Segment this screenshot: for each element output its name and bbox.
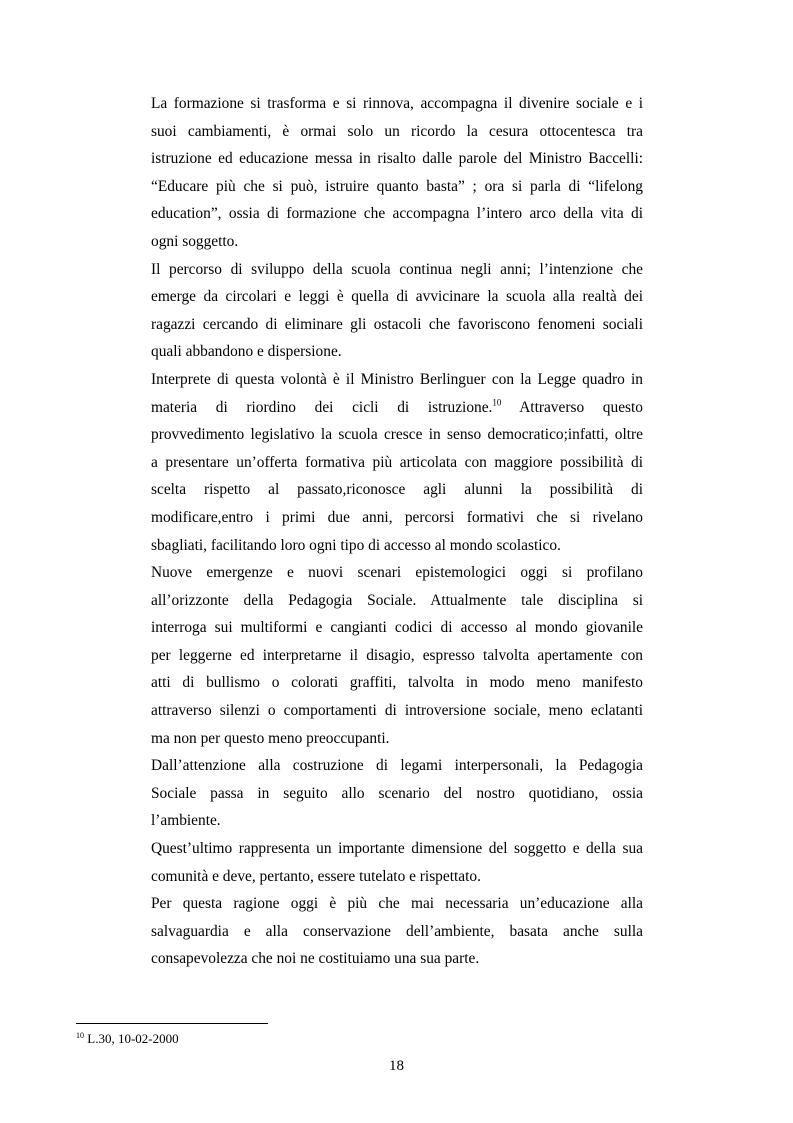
paragraph-7 [151, 890, 643, 973]
text-line: Quest’ultimo rappresenta un importante dimensione del soggetto e della sua [151, 840, 643, 858]
text-line: ogni soggetto. [151, 232, 239, 250]
text-line: “Educare più che si può, istruire quanto basta” ; ora si parla di “lifelong [151, 177, 643, 195]
text-line: interroga sui multiformi e cangianti codici di accesso al mondo giovanile [151, 619, 643, 637]
paragraph-1 [151, 90, 643, 256]
text-line: Sociale passa in seguito allo scenario del nostro quotidiano, ossia [151, 784, 643, 802]
text-line: Per questa ragione oggi è più che mai necessaria un’educazione alla [151, 895, 643, 913]
text-line: salvaguardia e alla conservazione dell’ambiente, basata anche sulla [151, 922, 643, 940]
paragraph-5 [151, 752, 643, 835]
text-line: Interprete di questa volontà è il Ministro Berlinguer con la Legge quadro in [151, 370, 643, 388]
page-number: 18 [389, 1058, 404, 1074]
text-line: l’ambiente. [151, 812, 221, 830]
paragraph-2 [151, 256, 643, 366]
paragraph-6 [151, 835, 643, 890]
text-line: atti di bullismo o colorati graffiti, talvolta in modo meno manifesto [151, 674, 643, 692]
text-line-with-footnote [151, 394, 643, 422]
text-line: Nuove emergenze e nuovi scenari epistemologici oggi si profilano [151, 564, 643, 582]
text-line: provvedimento legislativo la scuola cresce in senso democratico;infatti, oltre [151, 426, 643, 444]
footnote-number: 10 [76, 1031, 84, 1041]
footnote-reference: 10 [492, 397, 502, 408]
text-line: scelta rispetto al passato,riconosce agli alunni la possibilità di [151, 481, 643, 499]
text-line: quali abbandono e dispersione. [151, 343, 342, 361]
text-line: education”, ossia di formazione che accompagna l’intero arco della vita di [151, 205, 643, 223]
text-line: consapevolezza che noi ne costituiamo una sua parte. [151, 950, 480, 968]
text-line: istruzione ed educazione messa in risalto dalle parole del Ministro Baccelli: [151, 150, 643, 168]
text-segment: materia di riordino dei cicli di istruzione. [151, 398, 493, 416]
text-line: sbagliati, facilitando loro ogni tipo di accesso al mondo scolastico. [151, 536, 561, 554]
footnote-text: L.30, 10-02-2000 [84, 1031, 179, 1046]
text-line: emerge da circolari e leggi è quella di avvicinare la scuola alla realtà dei [151, 288, 643, 306]
text-line: comunità e deve, pertanto, essere tutelato e rispettato. [151, 867, 481, 885]
text-line: ma non per questo meno preoccupanti. [151, 729, 390, 747]
paragraph-3 [151, 366, 643, 559]
text-line: a presentare un’offerta formativa più articolata con maggiore possibilità di [151, 453, 643, 471]
text-line: Il percorso di sviluppo della scuola continua negli anni; l’intenzione che [151, 260, 643, 278]
text-line: all’orizzonte della Pedagogia Sociale. Attualmente tale disciplina si [151, 591, 643, 609]
text-line: per leggerne ed interpretarne il disagio, espresso talvolta apertamente con [151, 646, 643, 664]
text-segment: Attraverso questo [501, 398, 643, 416]
text-line: La formazione si trasforma e si rinnova, accompagna il divenire sociale e i [151, 95, 643, 112]
footnote [76, 1031, 179, 1047]
text-line: Dall’attenzione alla costruzione di legami interpersonali, la Pedagogia [151, 757, 643, 775]
text-line: modificare,entro i primi due anni, percorsi formativi che si rivelano [151, 508, 643, 526]
paragraph-4 [151, 559, 643, 752]
footnote-separator [76, 1023, 268, 1024]
text-line: suoi cambiamenti, è ormai solo un ricordo la cesura ottocentesca tra [151, 122, 643, 140]
text-line: ragazzi cercando di eliminare gli ostacoli che favoriscono fenomeni sociali [151, 315, 643, 333]
text-line: attraverso silenzi o comportamenti di introversione sociale, meno eclatanti [151, 702, 643, 720]
body-text [151, 90, 643, 973]
